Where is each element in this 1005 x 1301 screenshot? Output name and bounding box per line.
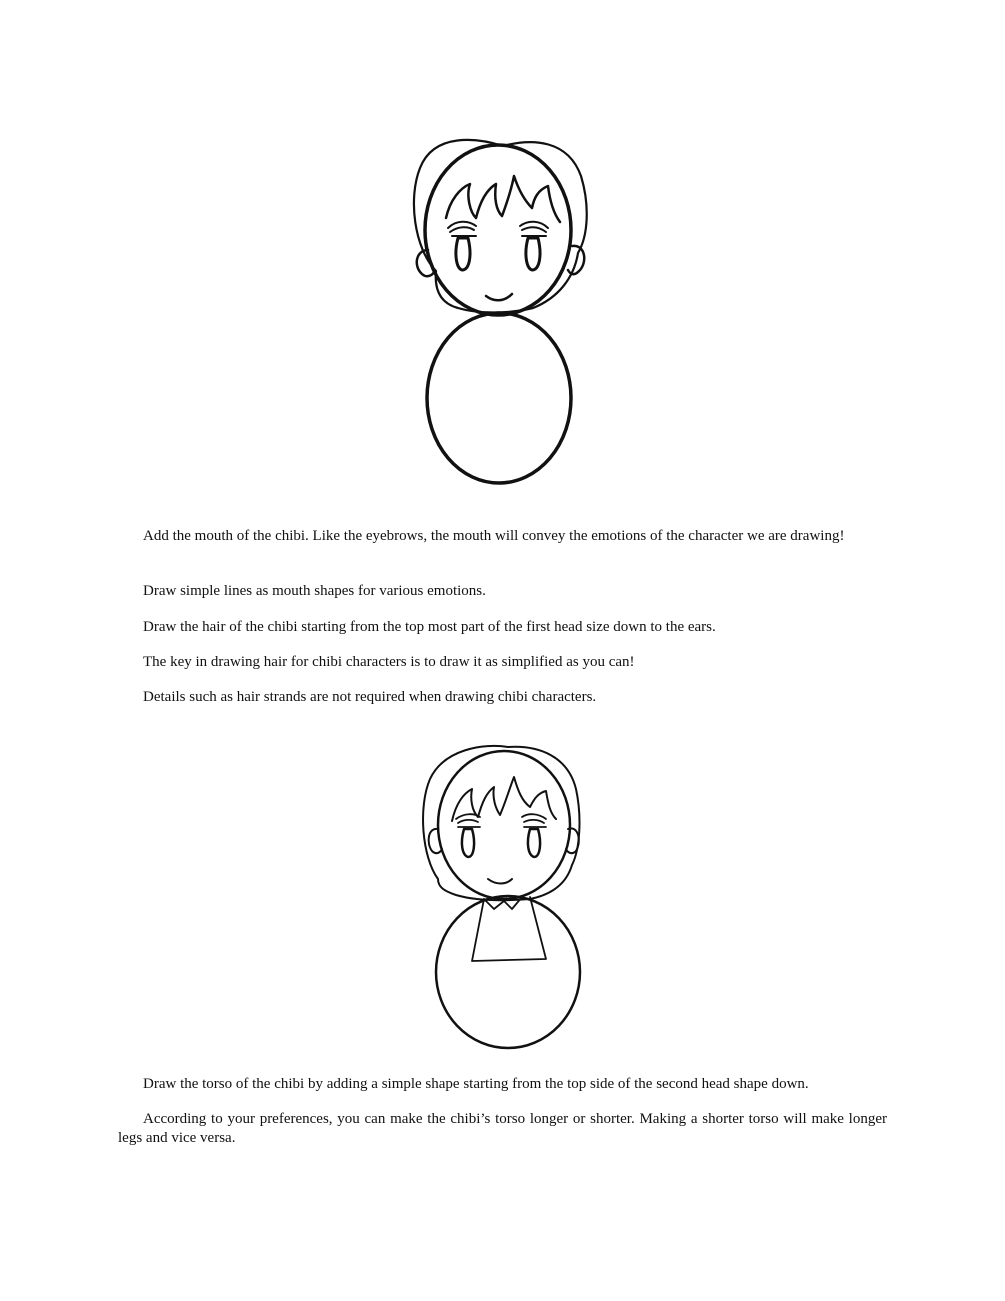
chibi-head-body-drawing <box>398 118 608 514</box>
paragraph-hair: Draw the hair of the chibi starting from the top most part of the first head size down to the ears. <box>143 619 716 635</box>
paragraph-mouth: Add the mouth of the chibi. Like the eyebrows, the mouth will convey the emotions of the character we are drawing! <box>143 528 845 544</box>
paragraph-hair-details: Details such as hair strands are not required when drawing chibi characters. <box>143 689 597 705</box>
chibi-torso-drawing <box>400 737 608 1055</box>
paragraph-torso: Draw the torso of the chibi by adding a simple shape starting from the top side of the second head shape down. <box>143 1076 809 1092</box>
paragraph-hair-simplify: The key in drawing hair for chibi characters is to draw it as simplified as you can! <box>143 654 635 670</box>
paragraph-mouth-shapes: Draw simple lines as mouth shapes for various emotions. <box>143 583 486 599</box>
paragraph-torso-length: According to your preferences, you can make the chibi’s torso longer or shorter. Making a shorter torso will make longer legs and vice versa. <box>118 1111 887 1146</box>
chibi-mouth-hair-illustration <box>398 118 608 514</box>
chibi-torso-illustration <box>400 737 608 1055</box>
